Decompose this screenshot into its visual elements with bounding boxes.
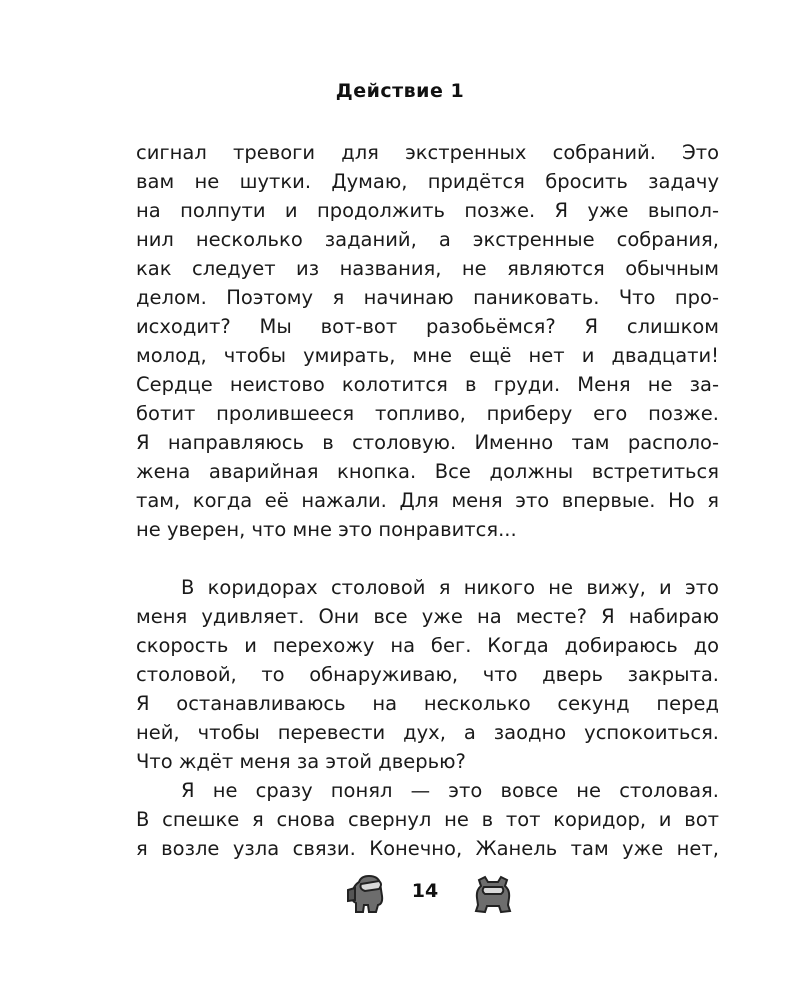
text-line: ботит пролившееся топливо, приберу его позже. [136, 402, 719, 425]
text-line: исходит? Мы вот-вот разобьёмся? Я слишком [136, 315, 719, 338]
paragraph [136, 573, 719, 776]
text-line: как следует из названия, не являются обычным [136, 257, 719, 280]
text-line: сигнал тревоги для экстренных собраний. Это [136, 141, 719, 164]
text-line: я возле узла связи. Конечно, Жанель там уже нет, [136, 837, 719, 860]
crewmate-icon [345, 874, 391, 919]
text-line: там, когда её нажали. Для меня это впервые. Но я [136, 489, 719, 512]
chapter-title: Действие 1 [335, 80, 465, 102]
text-line: не уверен, что мне это понравится... [136, 518, 517, 541]
text-line: меня удивляет. Они все уже на месте? Я набираю [136, 605, 719, 628]
text-line: скорость и перехожу на бег. Когда добираюсь до [136, 634, 719, 657]
paragraph-spacer [136, 544, 719, 573]
body-text [136, 138, 719, 863]
text-line: на полпути и продолжить позже. Я уже выпол- [136, 199, 719, 222]
text-line: нил несколько заданий, а экстренные собрания, [136, 228, 719, 251]
text-line: столовой, то обнаруживаю, что дверь закрыта. [136, 663, 719, 686]
text-line: жена аварийная кнопка. Все должны встретиться [136, 460, 719, 483]
text-line: Я останавливаюсь на несколько секунд перед [136, 692, 719, 715]
page-number: 14 [411, 880, 439, 902]
text-line: Сердце неистово колотится в груди. Меня не за- [136, 373, 719, 396]
text-line: вам не шутки. Думаю, придётся бросить задачу [136, 170, 719, 193]
page-footer [0, 870, 800, 920]
text-line: молод, чтобы умирать, мне ещё нет и двадцати! [136, 344, 719, 367]
paragraph [136, 776, 719, 863]
text-line: В коридорах столовой я никого не вижу, и это [181, 576, 719, 599]
text-line: делом. Поэтому я начинаю паниковать. Что про- [136, 286, 719, 309]
text-line: Я не сразу понял — это вовсе не столовая. [181, 779, 719, 802]
paragraph [136, 138, 719, 544]
text-line: Что ждёт меня за этой дверью? [136, 750, 466, 773]
text-line: Я направляюсь в столовую. Именно там располо- [136, 431, 719, 454]
text-line: ней, чтобы перевести дух, а заодно успокоиться. [136, 721, 719, 744]
crewmate-icon [470, 874, 516, 919]
text-line: В спешке я снова свернул не в тот коридор, и вот [136, 808, 719, 831]
